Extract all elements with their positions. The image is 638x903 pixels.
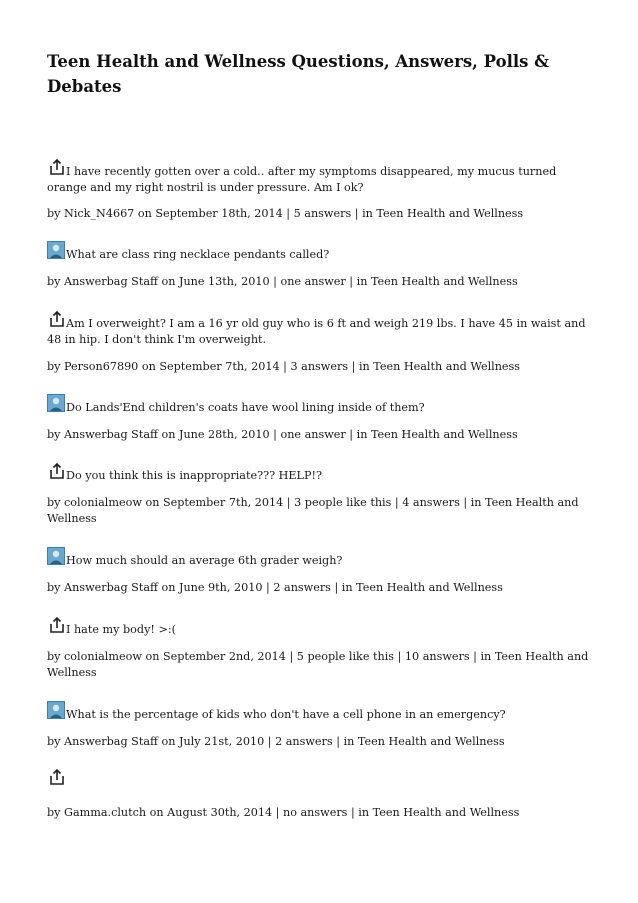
question-entry: [47, 310, 597, 375]
question-entry: [47, 768, 597, 821]
avatar-photo-icon: [47, 394, 65, 412]
question-meta: by Answerbag Staff on July 21st, 2010 | 2 answers | in Teen Health and Wellness: [47, 735, 505, 748]
question-meta: by colonialmeow on September 2nd, 2014 | 5 people like this | 10 answers | in Teen Health and Wellness: [47, 650, 589, 679]
question-link[interactable]: What is the percentage of kids who don't have a cell phone in an emergency?: [66, 708, 506, 721]
avatar-photo-icon: [47, 547, 65, 565]
question-link[interactable]: I hate my body! >:(: [66, 623, 176, 636]
question-line: [47, 158, 597, 196]
question-line: [47, 768, 597, 790]
avatar-photo-icon: [47, 241, 65, 259]
question-line: [47, 241, 597, 263]
question-link[interactable]: Do Lands'End children's coats have wool lining inside of them?: [66, 401, 425, 414]
question-entry: [47, 462, 597, 527]
share-outline-icon: [47, 310, 65, 328]
question-meta: by Nick_N4667 on September 18th, 2014 | 5 answers | in Teen Health and Wellness: [47, 207, 524, 220]
question-entry: [47, 616, 597, 681]
question-line: [47, 701, 597, 723]
share-outline-icon: [47, 462, 65, 480]
question-entry: [47, 547, 597, 596]
question-line: [47, 462, 597, 484]
page-title: Teen Health and Wellness Questions, Answers, Polls & Debates: [47, 52, 550, 96]
share-outline-icon: [47, 616, 65, 634]
share-outline-icon: [47, 768, 65, 786]
question-link[interactable]: Do you think this is inappropriate??? HELP!?: [66, 469, 323, 482]
question-meta: by Gamma.clutch on August 30th, 2014 | no answers | in Teen Health and Wellness: [47, 806, 520, 819]
question-line: [47, 616, 597, 638]
question-entry: [47, 394, 597, 443]
question-link[interactable]: I have recently gotten over a cold.. after my symptoms disappeared, my mucus turned orange and my right nostril is under pressure. Am I ok?: [47, 165, 557, 194]
question-line: [47, 310, 597, 348]
share-outline-icon: [47, 158, 65, 176]
question-meta: by Answerbag Staff on June 9th, 2010 | 2 answers | in Teen Health and Wellness: [47, 581, 503, 594]
question-entry: [47, 158, 597, 222]
avatar-photo-icon: [47, 701, 65, 719]
question-meta: by colonialmeow on September 7th, 2014 | 3 people like this | 4 answers | in Teen Health and Wellness: [47, 496, 579, 525]
question-link[interactable]: What are class ring necklace pendants called?: [66, 248, 330, 261]
question-entry: [47, 241, 597, 290]
question-meta: by Answerbag Staff on June 28th, 2010 | one answer | in Teen Health and Wellness: [47, 428, 518, 441]
question-entry: [47, 701, 597, 750]
question-meta: by Answerbag Staff on June 13th, 2010 | one answer | in Teen Health and Wellness: [47, 275, 518, 288]
question-meta: by Person67890 on September 7th, 2014 | 3 answers | in Teen Health and Wellness: [47, 360, 521, 373]
question-line: [47, 547, 597, 569]
question-line: [47, 394, 597, 416]
question-link[interactable]: How much should an average 6th grader weigh?: [66, 554, 343, 567]
question-link[interactable]: Am I overweight? I am a 16 yr old guy who is 6 ft and weigh 219 lbs. I have 45 in waist and 48 in hip. I don't think I'm overweight.: [47, 317, 586, 346]
